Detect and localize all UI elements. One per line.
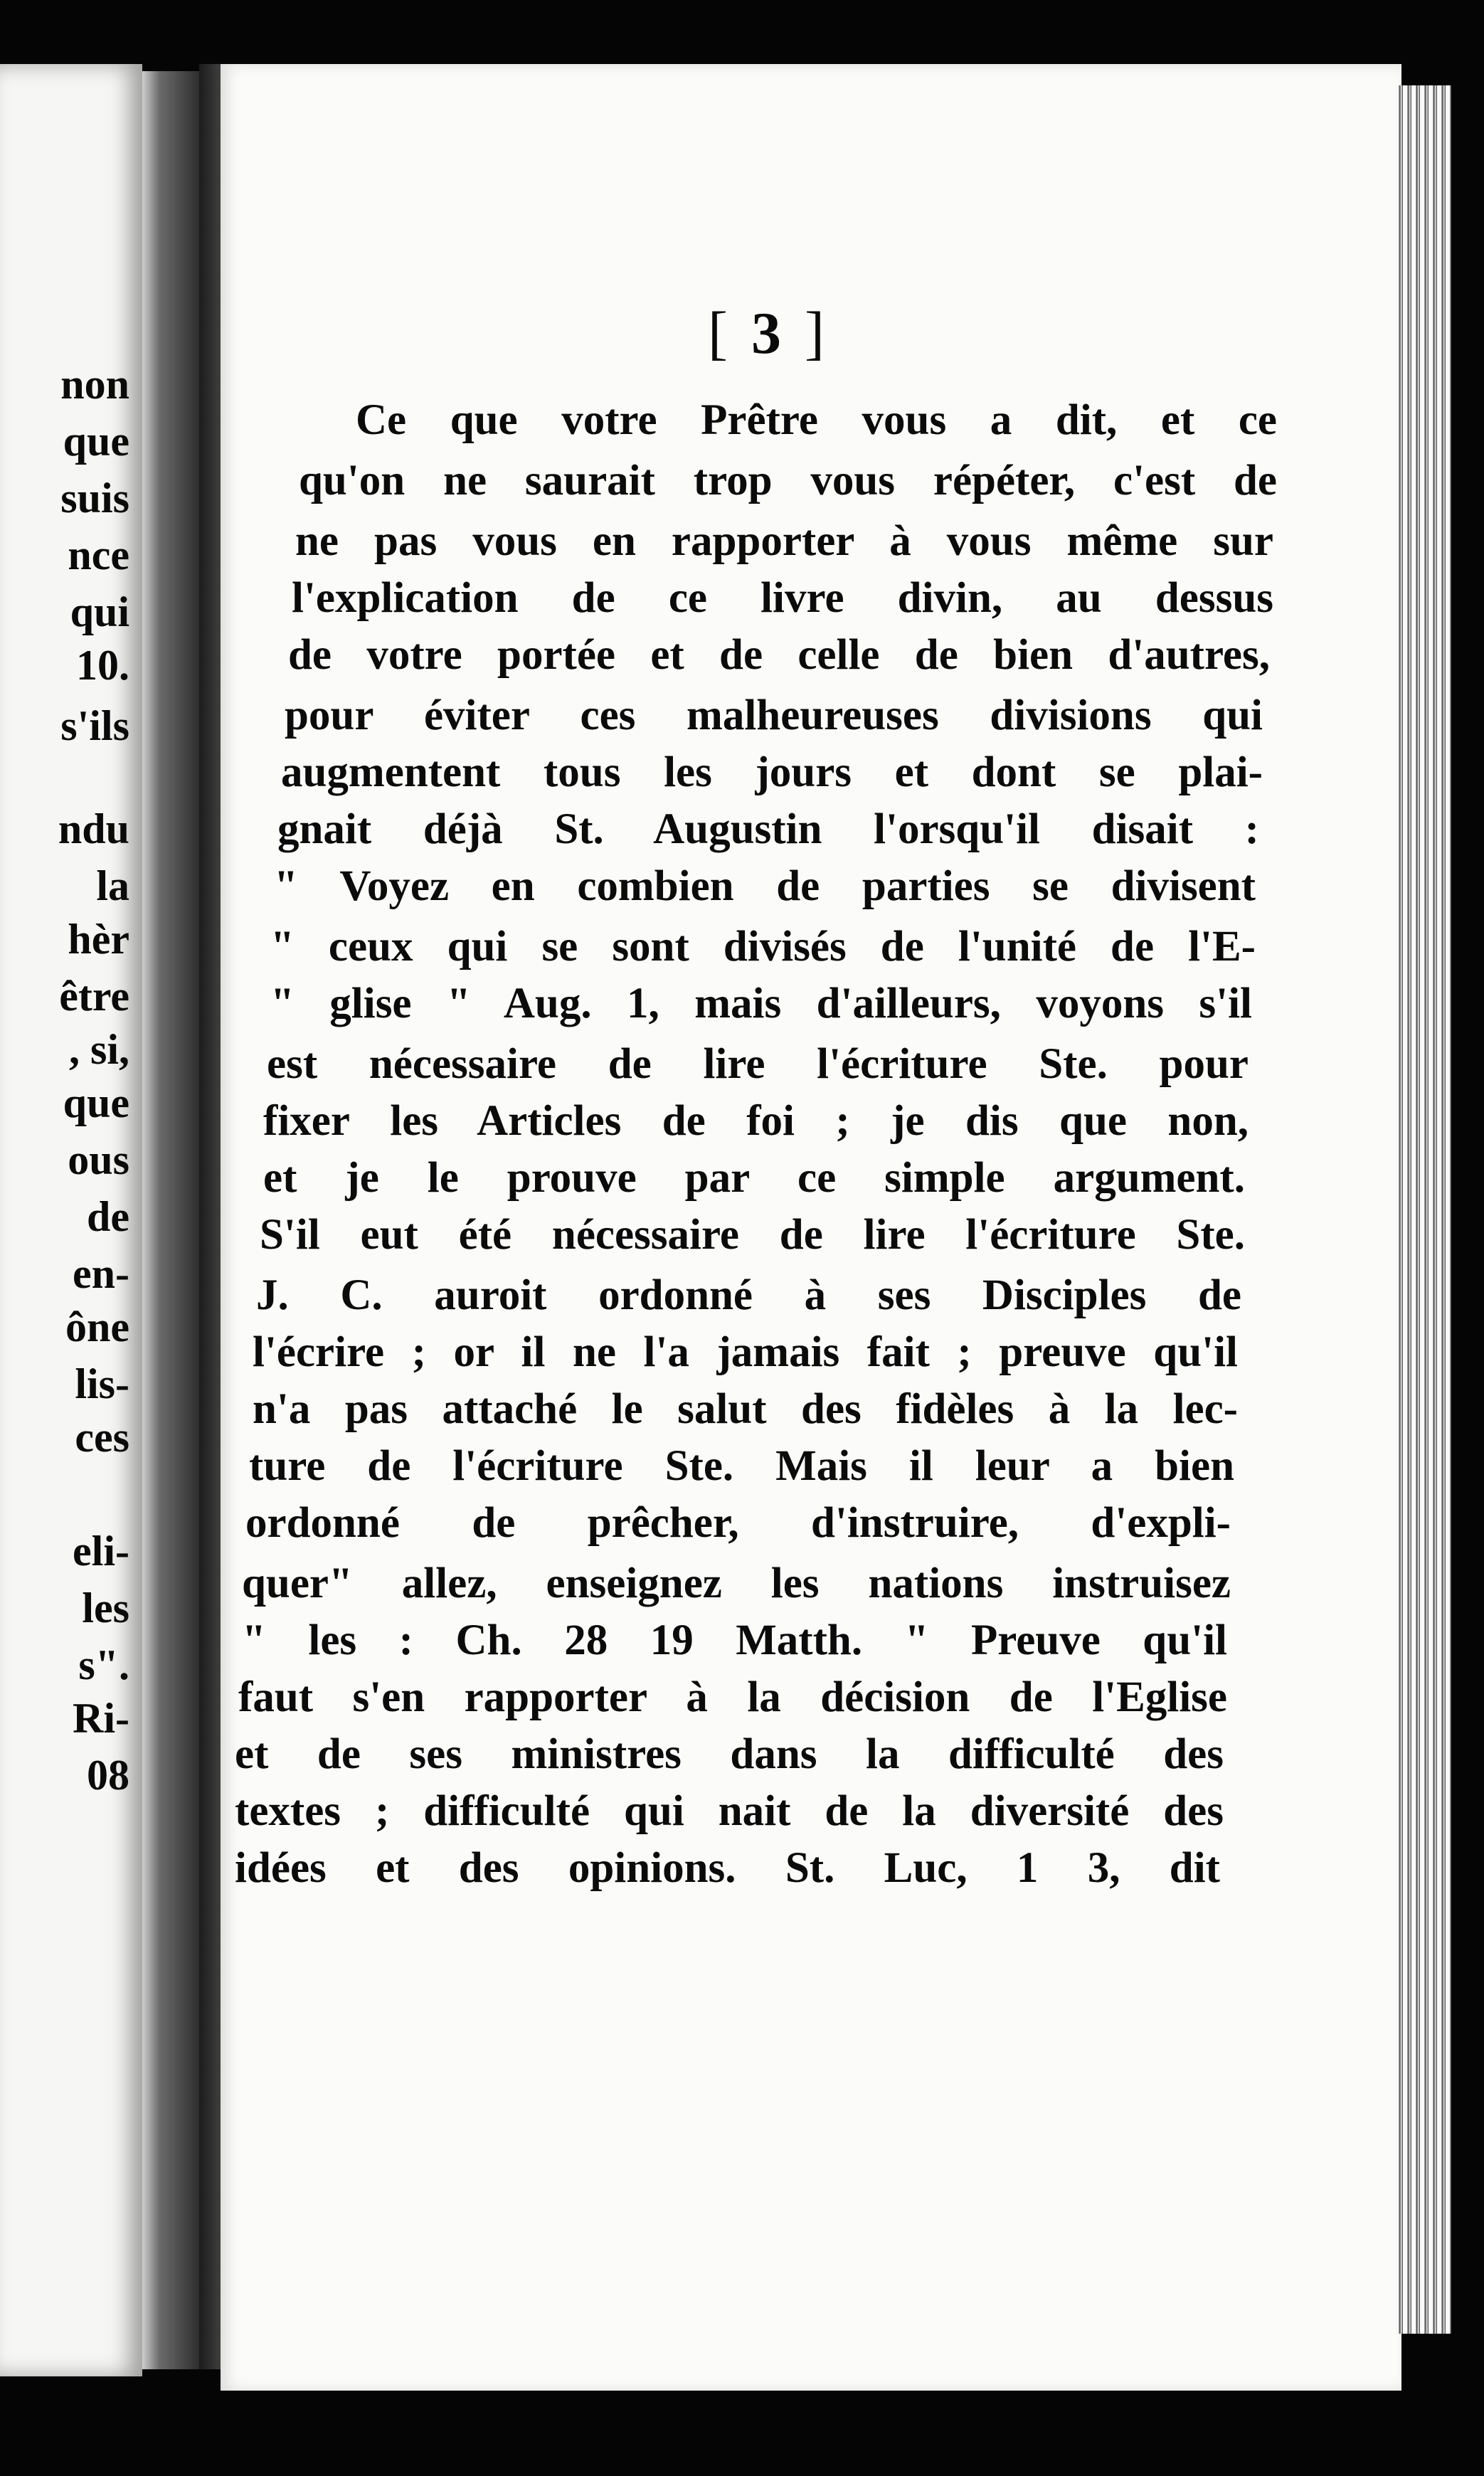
left-fragment-line: être xyxy=(59,973,129,1020)
left-fragment-line: Ri- xyxy=(73,1695,129,1742)
body-line: et je le prouve par ce simple argument. xyxy=(263,1154,1245,1202)
body-line: S'il eut été nécessaire de lire l'écriture Ste. xyxy=(260,1211,1245,1259)
previous-page-fragment xyxy=(0,64,142,2376)
left-fragment-line: de xyxy=(87,1193,129,1240)
left-fragment-line: eli- xyxy=(73,1528,129,1575)
left-fragment-line: , si, xyxy=(68,1026,129,1073)
body-line: l'explication de ce livre divin, au dessus xyxy=(292,574,1273,622)
previous-page-edges xyxy=(142,71,199,2369)
page-number-open-bracket: [ xyxy=(708,300,732,366)
body-line: " glise " Aug. 1, mais d'ailleurs, voyons s'il xyxy=(270,980,1252,1027)
left-fragment-line: non xyxy=(60,361,129,408)
body-line: faut s'en rapporter à la décision de l'Eglise xyxy=(238,1673,1227,1721)
left-fragment-line: la xyxy=(96,862,129,909)
left-fragment-line: les xyxy=(82,1584,129,1631)
body-line: " les : Ch. 28 19 Matth. " Preuve qu'il xyxy=(242,1617,1227,1664)
body-line: l'écrire ; or il ne l'a jamais fait ; preuve qu'il xyxy=(253,1328,1238,1376)
body-line: " ceux qui se sont divisés de l'unité de l'E- xyxy=(270,923,1256,970)
left-fragment-line: ndu xyxy=(58,805,129,852)
left-fragment-line: ous xyxy=(68,1136,129,1183)
left-fragment-line: nce xyxy=(68,531,129,578)
page-number-value: 3 xyxy=(751,300,785,366)
left-fragment-line: que xyxy=(63,418,129,465)
body-line: est nécessaire de lire l'écriture Ste. pour xyxy=(267,1040,1249,1088)
body-line: de votre portée et de celle de bien d'autres, xyxy=(288,631,1270,679)
body-line: pour éviter ces malheureuses divisions qui xyxy=(285,692,1263,739)
body-line: Ce que votre Prêtre vous a dit, et ce xyxy=(356,396,1277,444)
left-fragment-line: lis- xyxy=(75,1360,129,1407)
page-stack-edges xyxy=(1394,85,1451,2334)
page-number-close-bracket: ] xyxy=(805,300,829,366)
body-line: ordonné de prêcher, d'instruire, d'expli- xyxy=(245,1499,1231,1547)
body-line: idées et des opinions. St. Luc, 1 3, dit xyxy=(235,1844,1220,1892)
body-line: augmentent tous les jours et dont se plai- xyxy=(281,748,1263,796)
left-fragment-line: qui xyxy=(70,588,129,635)
left-fragment-line: s". xyxy=(78,1641,129,1688)
body-line: qu'on ne saurait trop vous répéter, c'est de xyxy=(299,457,1277,504)
body-line: ne pas vous en rapporter à vous même sur xyxy=(295,517,1273,565)
body-line: et de ses ministres dans la difficulté des xyxy=(235,1730,1224,1778)
left-fragment-line: s'ils xyxy=(60,702,129,749)
left-fragment-line: hèr xyxy=(68,916,129,963)
page-number xyxy=(178,299,1359,368)
left-fragment-line: 10. xyxy=(76,642,129,689)
body-line: quer" allez, enseignez les nations instruisez xyxy=(242,1560,1231,1607)
body-line: " Voyez en combien de parties se divisent xyxy=(274,862,1256,910)
left-fragment-line: que xyxy=(63,1079,129,1126)
left-fragment-line: ône xyxy=(65,1303,129,1350)
body-line: J. C. auroit ordonné à ses Disciples de xyxy=(256,1271,1241,1319)
left-fragment-line: ces xyxy=(75,1414,129,1461)
page xyxy=(221,64,1401,2391)
body-line: gnait déjà St. Augustin l'orsqu'il disait : xyxy=(277,805,1259,853)
body-line: textes ; difficulté qui nait de la diversité des xyxy=(235,1787,1224,1835)
left-fragment-line: en- xyxy=(73,1250,129,1297)
body-line: ture de l'écriture Ste. Mais il leur a bien xyxy=(249,1442,1234,1490)
body-line: fixer les Articles de foi ; je dis que non, xyxy=(263,1097,1249,1145)
left-fragment-line: suis xyxy=(60,475,129,522)
body-line: n'a pas attaché le salut des fidèles à la lec- xyxy=(253,1385,1238,1433)
left-fragment-line: 08 xyxy=(87,1752,129,1799)
